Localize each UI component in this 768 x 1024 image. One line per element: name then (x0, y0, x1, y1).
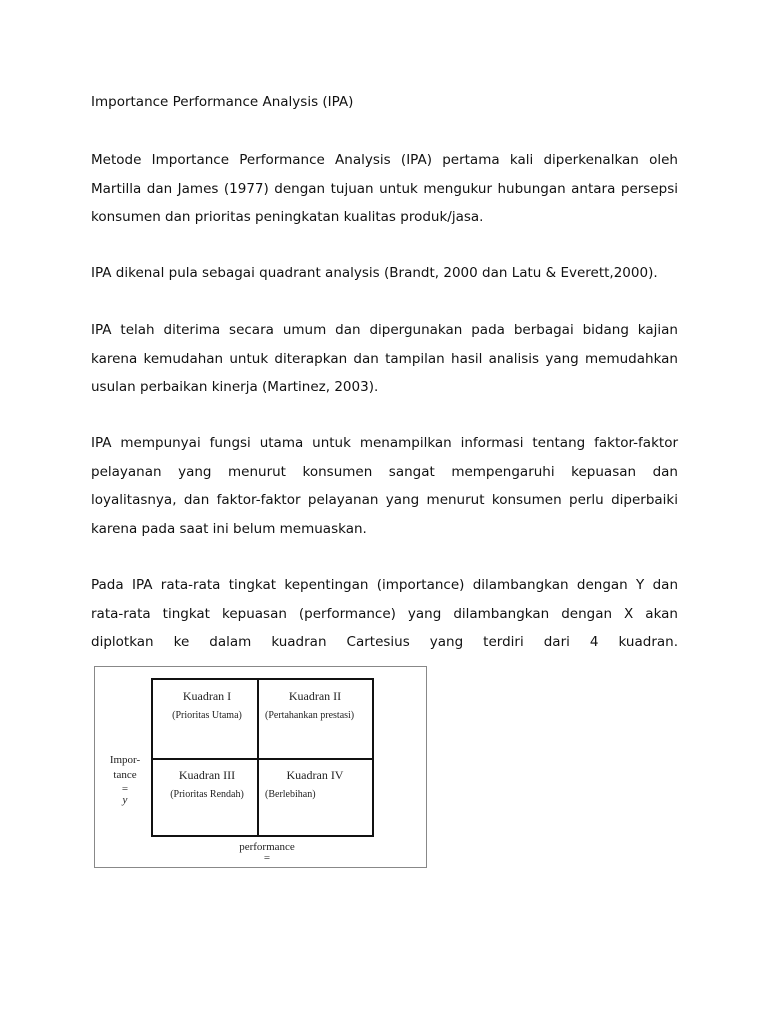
quadrant-4-name: Kuadran IV (286, 768, 344, 782)
paragraph-ipa-cartesian: Pada IPA rata-rata tingkat kepentingan (importance) dilambangkan dengan Y dan rata-rata tingkat kepuasan (performance) yang dilambangkan dengan X akan diplotkan ke dalam kuadran Cartesius yang terdiri dari 4 kuadran. (91, 577, 678, 650)
quadrant-4 (263, 768, 367, 801)
y-axis-equals: = (121, 783, 129, 795)
quadrant-3 (155, 768, 259, 801)
y-axis-variable: y (122, 794, 128, 806)
quadrant-2-name: Kuadran II (288, 689, 342, 703)
y-axis-label-line1: Impor- (109, 754, 141, 766)
quadrant-1 (155, 689, 259, 722)
quadrant-3-subtitle: (Prioritas Rendah) (170, 789, 244, 800)
grid-horizontal-divider (153, 758, 372, 760)
x-axis-label-text: performance (239, 841, 295, 853)
y-axis-label-line2: tance (113, 769, 137, 781)
x-axis-label (207, 841, 327, 863)
quadrant-2 (263, 689, 367, 722)
quadrant-1-name: Kuadran I (182, 689, 232, 703)
document-title: Importance Performance Analysis (IPA) (91, 94, 354, 110)
paragraph-ipa-acceptance: IPA telah diterima secara umum dan dipergunakan pada berbagai bidang kajian karena kemudahan untuk diterapkan dan tampilan hasil analisis yang memudahkan usulan perbaikan kinerja (Martinez, 2003). (91, 322, 678, 395)
paragraph-ipa-definition: Metode Importance Performance Analysis (IPA) pertama kali diperkenalkan oleh Martilla dan James (1977) dengan tujuan untuk mengukur hubungan antara persepsi konsumen dan prioritas peningkatan kualitas produk/jasa. (91, 152, 678, 225)
quadrant-grid (151, 678, 374, 837)
paragraph-ipa-function: IPA mempunyai fungsi utama untuk menampilkan informasi tentang faktor-faktor pelayanan yang menurut konsumen sangat mempengaruhi kepuasan dan loyalitasnya, dan faktor-faktor pelayanan yang menurut konsumen perlu diperbaiki karena pada saat ini belum memuaskan. (91, 435, 678, 537)
paragraph-quadrant-analysis: IPA dikenal pula sebagai quadrant analysis (Brandt, 2000 dan Latu & Everett,2000). (91, 265, 658, 281)
quadrant-1-subtitle: (Prioritas Utama) (172, 710, 242, 721)
quadrant-3-name: Kuadran III (178, 768, 236, 782)
y-axis-label (105, 753, 145, 806)
quadrant-diagram (94, 666, 427, 868)
quadrant-2-subtitle: (Pertahankan prestasi) (265, 710, 355, 721)
x-axis-equals: = (263, 852, 271, 864)
quadrant-4-subtitle: (Berlebihan) (265, 789, 316, 800)
